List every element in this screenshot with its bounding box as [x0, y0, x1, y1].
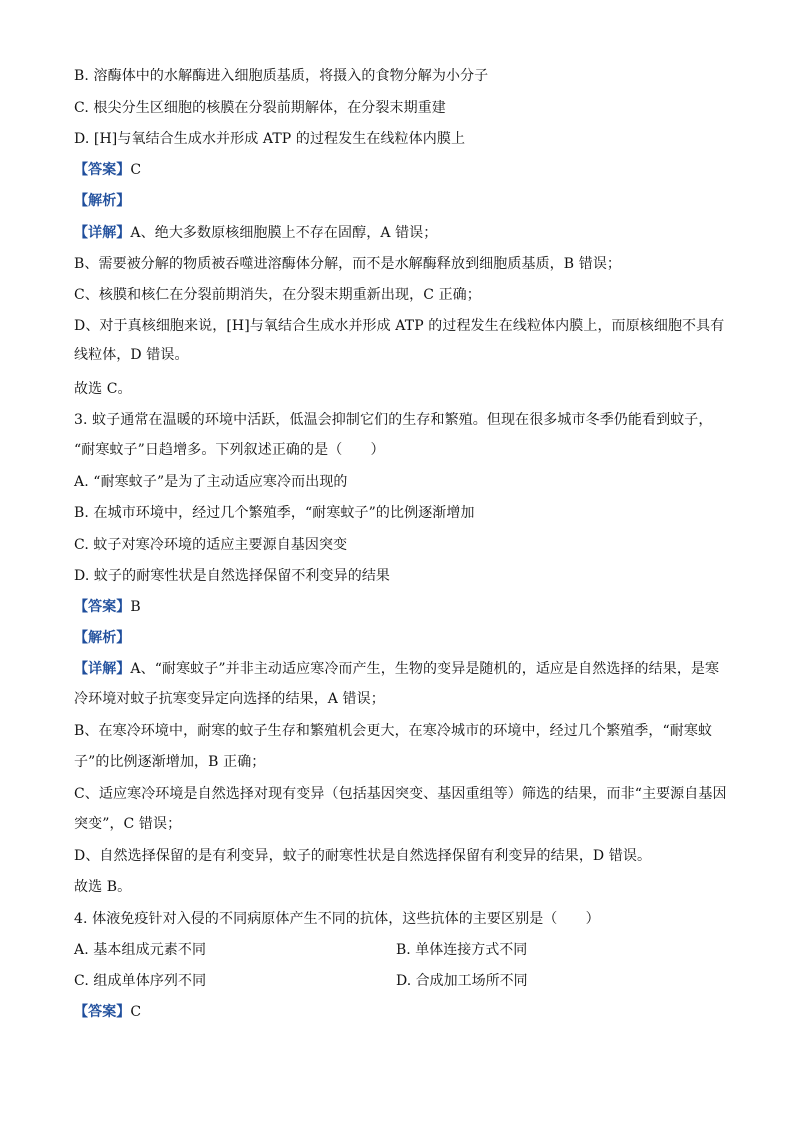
q3-detail-cont: 冷环境对蚊子抗寒变异定向选择的结果，A 错误；	[74, 691, 385, 707]
analysis-tag: 【解析】	[74, 193, 131, 209]
analysis-line	[74, 191, 724, 211]
q3-explanation-c-cont: 突变”，C 错误；	[74, 816, 182, 832]
q3-explanation-d: D、自然选择保留的是有利变异，蚊子的耐寒性状是自然选择保留有利变异的结果，D 错误。	[74, 848, 652, 864]
option-d: D. [H]与氧结合生成水并形成 ATP 的过程发生在线粒体内膜上	[74, 131, 466, 147]
answer-tag: 【答案】	[74, 1004, 131, 1020]
explanation-d: D、对于真核细胞来说，[H]与氧结合生成水并形成 ATP 的过程发生在线粒体内膜上，而原核细胞不具有	[74, 318, 725, 334]
q4-option-d: D. 合成加工场所不同	[396, 973, 528, 989]
q4-answer-line	[74, 1002, 724, 1022]
q4-option-c: C. 组成单体序列不同	[74, 973, 207, 989]
explanation-c: C、核膜和核仁在分裂前期消失，在分裂末期重新出现，C 正确；	[74, 287, 481, 303]
answer-value: B	[130, 599, 141, 615]
answer-value: C	[130, 162, 142, 178]
explanation-b: B、需要被分解的物质被吞噬进溶酶体分解，而不是水解酶释放到细胞质基质，B 错误；	[74, 256, 622, 272]
option-c: C. 根尖分生区细胞的核膜在分裂前期解体，在分裂末期重建	[74, 100, 446, 116]
detail-line	[74, 223, 724, 243]
conclusion: 故选 C。	[74, 381, 132, 397]
q4-option-a: A. 基本组成元素不同	[74, 942, 207, 958]
explanation-d-cont: 线粒体，D 错误。	[74, 347, 189, 363]
q3-explanation-b-cont: 子”的比例逐渐增加，B 正确；	[74, 754, 266, 770]
q4-option-b: B. 单体连接方式不同	[396, 942, 528, 958]
detail-tag: 【详解】	[74, 225, 131, 241]
detail-text: A、绝大多数原核细胞膜上不存在固醇，A 错误；	[130, 225, 438, 241]
question-3-cont: “耐寒蚊子”日趋增多。下列叙述正确的是（ ）	[74, 442, 385, 458]
q3-option-d: D. 蚊子的耐寒性状是自然选择保留不利变异的结果	[74, 568, 391, 584]
answer-line	[74, 160, 724, 180]
q3-conclusion: 故选 B。	[74, 879, 132, 895]
question-3: 3. 蚊子通常在温暖的环境中活跃，低温会抑制它们的生存和繁殖。但现在很多城市冬季仍能看到蚊子，	[74, 412, 713, 428]
question-4: 4. 体液免疫针对入侵的不同病原体产生不同的抗体，这些抗体的主要区别是（ ）	[74, 911, 600, 927]
q3-detail-line	[74, 659, 724, 679]
q3-explanation-b: B、在寒冷环境中，耐寒的蚊子生存和繁殖机会更大，在寒冷城市的环境中，经过几个繁殖季，“耐寒蚊	[74, 723, 713, 739]
option-b: B. 溶酶体中的水解酶进入细胞质基质，将摄入的食物分解为小分子	[74, 68, 489, 84]
q3-option-a: A. “耐寒蚊子”是为了主动适应寒冷而出现的	[74, 474, 348, 490]
q3-answer-line	[74, 597, 724, 617]
q3-analysis-line	[74, 628, 724, 648]
answer-tag: 【答案】	[74, 162, 131, 178]
q3-option-c: C. 蚊子对寒冷环境的适应主要源自基因突变	[74, 537, 348, 553]
detail-text: A、“耐寒蚊子”并非主动适应寒冷而产生，生物的变异是随机的，适应是自然选择的结果，是寒	[130, 661, 720, 677]
detail-tag: 【详解】	[74, 661, 131, 677]
answer-tag: 【答案】	[74, 599, 131, 615]
analysis-tag: 【解析】	[74, 630, 131, 646]
q3-explanation-c: C、适应寒冷环境是自然选择对现有变异（包括基因突变、基因重组等）筛选的结果，而非“主要源自基因	[74, 786, 727, 802]
answer-value: C	[130, 1004, 142, 1020]
q3-option-b: B. 在城市环境中，经过几个繁殖季，“耐寒蚊子”的比例逐渐增加	[74, 505, 475, 521]
